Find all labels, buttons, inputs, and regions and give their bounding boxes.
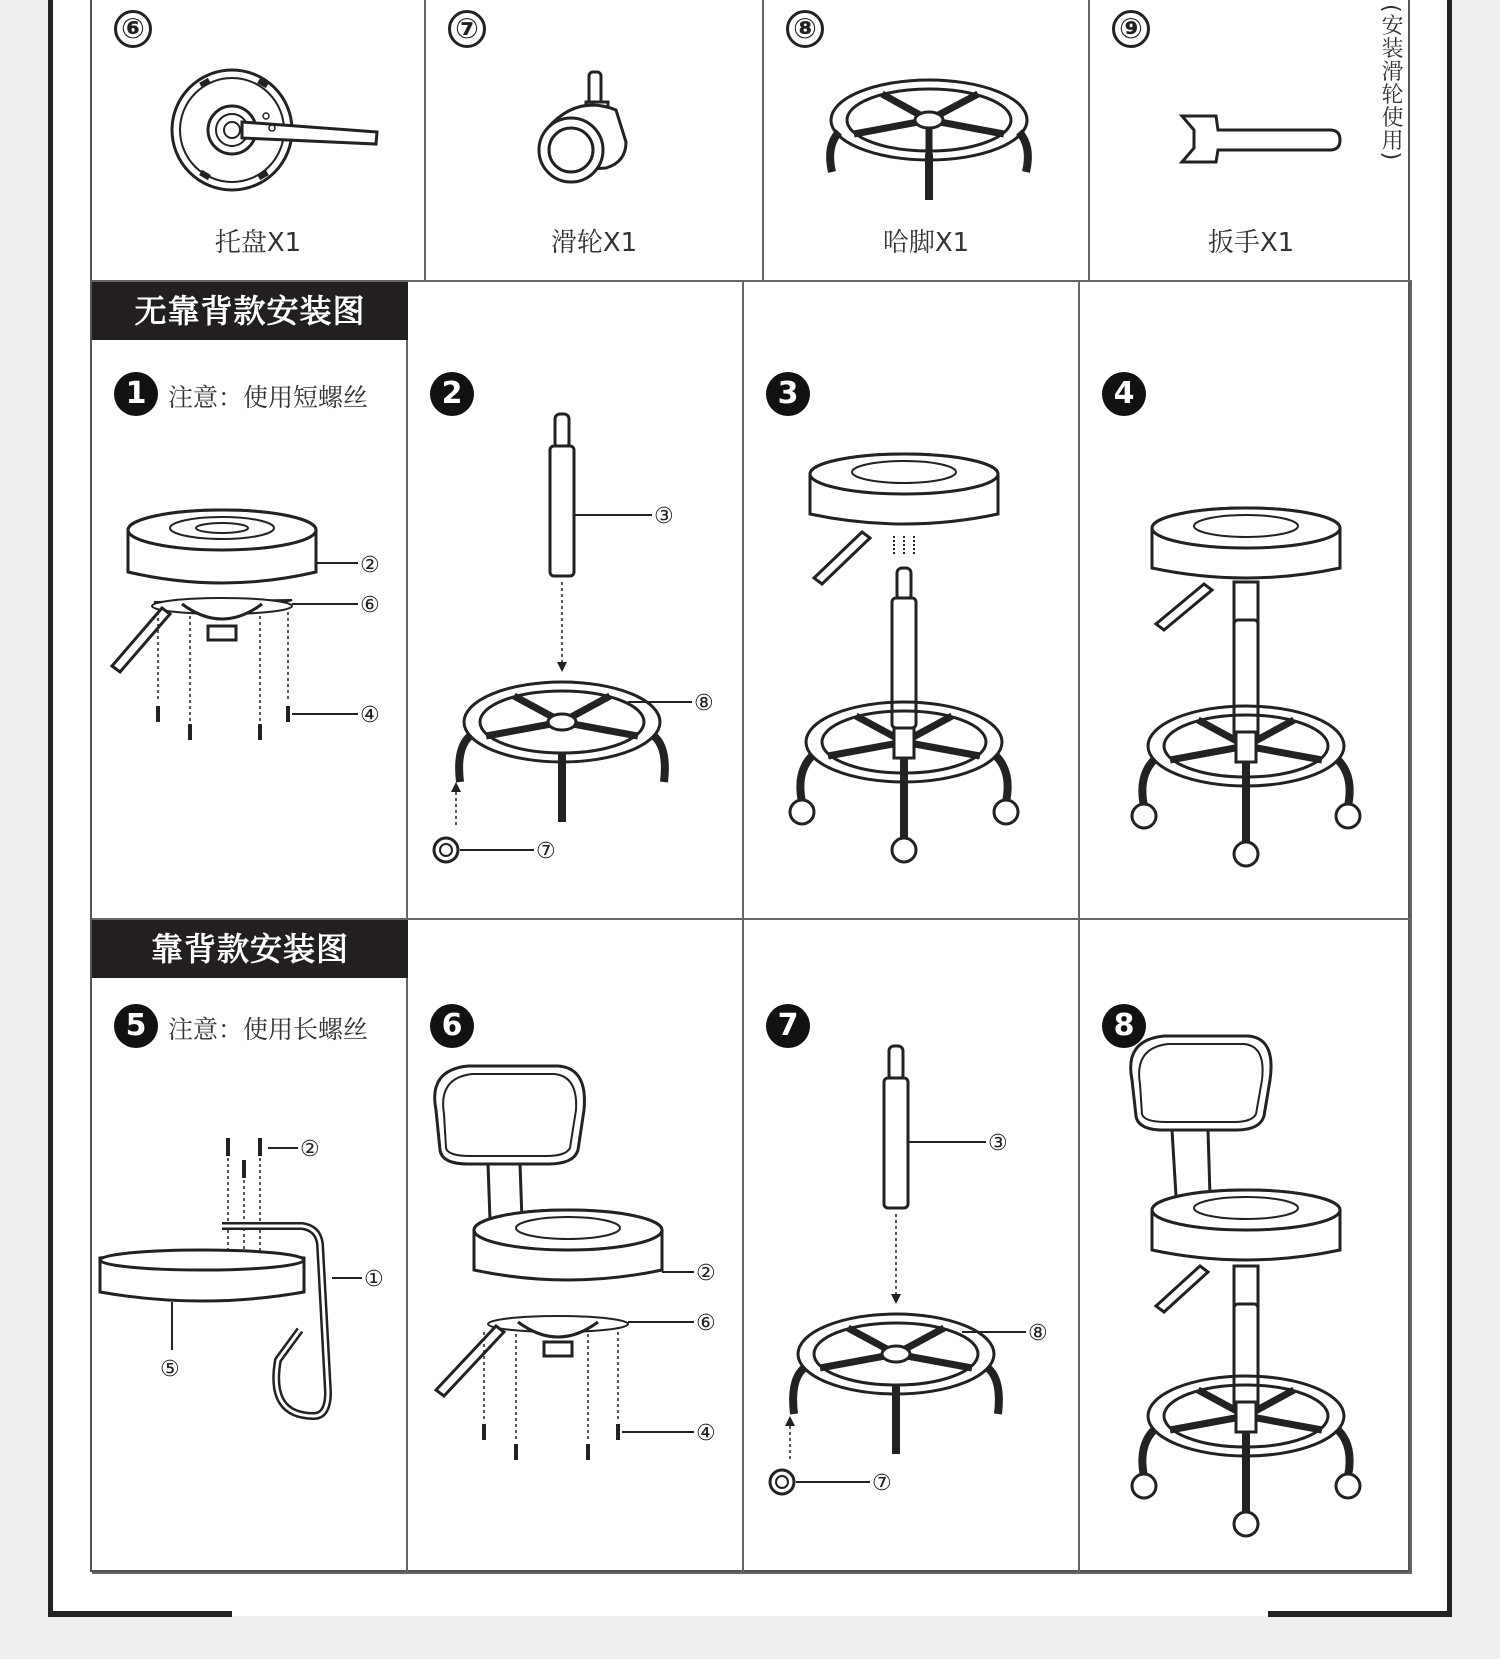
section-title-no-backrest: 无靠背款安装图 [92, 282, 408, 340]
callout-seat: ② [696, 1261, 716, 1286]
step-number: 5 [114, 1004, 158, 1048]
wrench-usage-note: (安装滑轮使用) [1378, 4, 1403, 162]
callout-screw: ④ [360, 703, 380, 728]
step-cell-3 [744, 282, 1080, 920]
step-note: 注意：使用短螺丝 [168, 383, 369, 412]
step-number: 2 [430, 372, 474, 416]
wrench-icon [1090, 50, 1412, 220]
callout-backrest-seat: ⑤ [160, 1357, 180, 1382]
seat-onto-base-illustration [744, 282, 1080, 920]
step-cell-2 [408, 282, 744, 920]
frame-bottom-bar-right [1268, 1611, 1452, 1617]
frame-bottom-bar-left [48, 1611, 232, 1617]
step-number: 7 [766, 1004, 810, 1048]
callout-tray: ⑥ [696, 1311, 716, 1336]
step-number: 6 [430, 1004, 474, 1048]
backrest-seat-tray-illustration [408, 920, 744, 1574]
part-number: ⑦ [448, 10, 486, 48]
step-cell-7 [744, 920, 1080, 1574]
part-label: 扳手X1 [1207, 228, 1295, 258]
step-number: 3 [766, 372, 810, 416]
callout-screw: ④ [696, 1421, 716, 1446]
assembled-backrest-stool-illustration [1080, 920, 1412, 1574]
callout-footrest: ⑧ [694, 691, 714, 716]
step-cell-5 [92, 920, 408, 1574]
callout-footrest: ⑧ [1028, 1321, 1048, 1346]
step1-callouts [92, 282, 408, 920]
part-cell-footrest [764, 0, 1090, 282]
gas-lift-footrest-illustration [744, 920, 1080, 1574]
callout-gas-lift: ③ [654, 504, 674, 529]
part-number: ⑥ [114, 10, 152, 48]
part-cell-wrench [1090, 0, 1412, 282]
backrest-bar-seat-illustration [92, 920, 408, 1574]
step-number: 4 [1102, 372, 1146, 416]
step-number: 8 [1102, 1004, 1146, 1048]
step-number: 1 [114, 372, 158, 416]
caster-wheel-icon [426, 50, 764, 220]
callout-tray: ⑥ [360, 593, 380, 618]
callout-gas-lift: ③ [988, 1131, 1008, 1156]
part-number: ⑧ [786, 10, 824, 48]
instruction-sheet [90, 0, 1410, 1572]
callout-caster: ⑦ [872, 1471, 892, 1496]
callout-seat: ② [360, 553, 380, 578]
step-cell-6 [408, 920, 744, 1574]
part-label: 托盘X1 [214, 228, 302, 258]
step-cell-1 [92, 282, 408, 920]
gas-lift-footrest-illustration [408, 282, 744, 920]
step-cell-8 [1080, 920, 1412, 1574]
step-cell-4 [1080, 282, 1412, 920]
callout-caster: ⑦ [536, 839, 556, 864]
part-label: 滑轮X1 [550, 228, 638, 258]
part-cell-caster [426, 0, 764, 282]
part-label: 哈脚X1 [882, 228, 970, 258]
part-cell-tray [92, 0, 426, 282]
callout-long-screw: ② [300, 1137, 320, 1162]
assembled-stool-illustration [1080, 282, 1412, 920]
tray-icon [92, 50, 426, 220]
part-number: ⑨ [1112, 10, 1150, 48]
step-note: 注意：使用长螺丝 [168, 1015, 369, 1044]
footrest-ring-icon [764, 50, 1090, 220]
callout-backrest-bar: ① [364, 1267, 384, 1292]
section-title-backrest: 靠背款安装图 [92, 920, 408, 978]
